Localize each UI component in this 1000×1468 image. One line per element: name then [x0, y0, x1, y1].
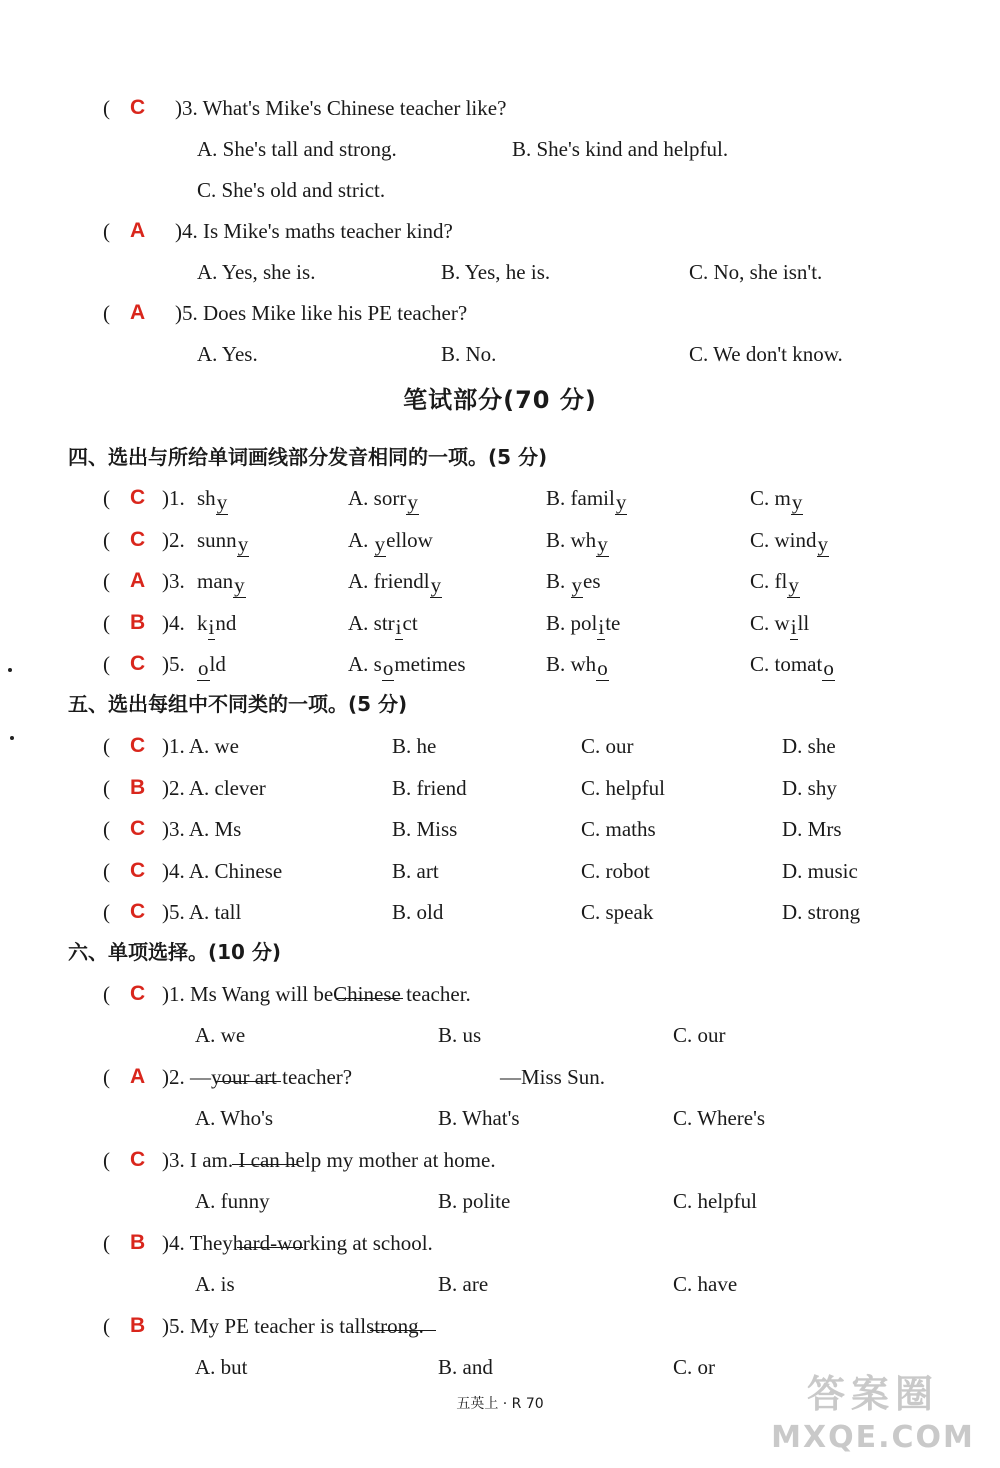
choice-question-row — [0, 1306, 1000, 1346]
option-b: B. art — [392, 858, 439, 883]
choice-options-row — [0, 1015, 1000, 1055]
option-c-pre: C. m — [750, 486, 791, 510]
option-a: A. is — [195, 1272, 235, 1296]
option-b-pre: B. — [546, 569, 571, 593]
classify-row — [0, 809, 1000, 849]
answer-letter: A — [130, 219, 146, 242]
given-word-pre: k — [197, 610, 208, 635]
written-section-title: 笔试部分(70 分) — [403, 386, 597, 414]
option-a — [348, 644, 466, 684]
answer-letter: C — [130, 1148, 146, 1171]
open-paren: ( — [103, 1314, 110, 1338]
answer-letter: A — [130, 301, 146, 324]
option-a: A. funny — [195, 1189, 270, 1213]
option-c: C. No, she isn't. — [689, 260, 823, 284]
open-paren: ( — [103, 486, 110, 510]
option-c: C. or — [673, 1355, 715, 1379]
listening-question-row — [0, 293, 1000, 333]
option-b: B. Miss — [392, 817, 458, 841]
option-a — [348, 520, 433, 560]
given-word-underlined: o — [198, 656, 209, 680]
open-paren: ( — [103, 817, 110, 841]
option-c-underlined: i — [790, 614, 797, 639]
phonics-row — [0, 478, 1000, 518]
section5-heading: 五、选出每组中不同类的一项。(5 分) — [68, 692, 408, 716]
option-c — [750, 561, 800, 601]
given-word — [197, 478, 228, 518]
option-b: B. Yes, he is. — [441, 260, 551, 284]
option-b: B. polite — [438, 1189, 511, 1213]
option-c: C. speak — [581, 900, 654, 924]
option-c: C. Where's — [673, 1106, 766, 1130]
option-d: D. music — [782, 858, 858, 883]
option-a: )3. A. Ms — [162, 817, 242, 841]
listening-options-row — [0, 129, 1000, 169]
stem-after-blank: strong. — [366, 1314, 424, 1338]
open-paren: ( — [103, 96, 110, 120]
phonics-row — [0, 561, 1000, 601]
stem-after-blank: your art teacher? — [211, 1065, 353, 1089]
option-a: )4. A. Chinese — [162, 858, 283, 883]
listening-options-row — [0, 170, 1000, 210]
option-c-underlined: o — [823, 656, 834, 680]
open-paren: ( — [103, 569, 110, 593]
stem-after-blank: . I can help my mother at home. — [227, 1148, 496, 1172]
given-word-post: nd — [215, 610, 237, 635]
option-c: C. helpful — [581, 775, 665, 800]
question-stem — [162, 1306, 424, 1346]
option-c: C. our — [673, 1023, 726, 1047]
open-paren: ( — [103, 900, 110, 924]
option-b: B. are — [438, 1272, 489, 1296]
answer-letter: C — [130, 652, 146, 675]
question-number: )4. — [162, 610, 185, 635]
option-a-pre: A. sorr — [348, 486, 407, 510]
given-word-pre: sh — [197, 486, 216, 510]
option-b-underlined: i — [598, 614, 605, 639]
option-c-underlined: y — [817, 531, 829, 556]
stem-before-blank: )3. I am — [162, 1148, 228, 1172]
listening-question-row — [0, 211, 1000, 251]
option-a-post: metimes — [394, 652, 466, 676]
open-paren: ( — [103, 734, 110, 758]
open-paren: ( — [103, 219, 110, 243]
question-stem — [162, 1223, 433, 1263]
answer-letter: B — [130, 775, 146, 799]
phonics-row — [0, 603, 1000, 643]
watermark-logo — [758, 1368, 988, 1464]
option-b-pre: B. pol — [546, 610, 598, 635]
classify-row — [0, 768, 1000, 808]
page-footer: 五英上 · R 70 — [456, 1396, 544, 1412]
option-a — [348, 561, 442, 601]
given-word-pre: man — [197, 569, 234, 593]
option-a: )1. A. we — [162, 734, 239, 758]
section6-heading: 六、单项选择。(10 分) — [68, 940, 282, 964]
phonics-row — [0, 644, 1000, 684]
option-b — [546, 561, 601, 601]
open-paren: ( — [103, 301, 110, 325]
option-c — [750, 644, 835, 684]
choice-question-row — [0, 1057, 1000, 1097]
question-stem: )3. What's Mike's Chinese teacher like? — [175, 96, 507, 120]
open-paren: ( — [103, 610, 110, 635]
question-number: )5. — [162, 652, 185, 676]
option-c — [750, 520, 829, 560]
given-word-underlined: i — [208, 614, 215, 639]
answer-letter: C — [130, 817, 146, 840]
option-b — [546, 603, 620, 643]
margin-dot — [10, 736, 14, 740]
option-a-pre: A. s — [348, 652, 382, 676]
choice-question-row — [0, 1223, 1000, 1263]
answer-letter: C — [130, 734, 146, 757]
option-a: A. She's tall and strong. — [197, 137, 397, 161]
choice-options-row — [0, 1264, 1000, 1304]
question-stem — [162, 974, 471, 1014]
option-a-underlined: y — [374, 531, 386, 556]
classify-row — [0, 892, 1000, 932]
option-a: A. Who's — [195, 1106, 274, 1130]
option-d: D. Mrs — [782, 817, 842, 841]
option-b — [546, 478, 627, 518]
option-b: B. us — [438, 1023, 482, 1047]
answer-letter: C — [130, 96, 146, 119]
option-b-post: es — [583, 569, 601, 593]
answer-letter: A — [130, 1065, 146, 1088]
option-b-underlined: y — [615, 490, 627, 514]
watermark-en: MXQE.COM — [771, 1420, 975, 1455]
classify-row — [0, 851, 1000, 891]
listening-options-row — [0, 252, 1000, 292]
option-b: B. old — [392, 900, 444, 924]
phonics-row — [0, 520, 1000, 560]
option-c-pre: C. wind — [750, 527, 817, 552]
given-word — [197, 520, 249, 560]
given-word — [197, 561, 246, 601]
given-word — [197, 603, 236, 643]
stem-before-blank: )1. Ms Wang will be — [162, 982, 334, 1006]
question-stem — [162, 1057, 352, 1097]
option-c: C. have — [673, 1272, 738, 1296]
answer-letter: C — [130, 527, 146, 551]
option-b: B. and — [438, 1355, 493, 1379]
question-number: )3. — [162, 569, 185, 593]
option-a-underlined: y — [430, 573, 442, 597]
stem-before-blank: )5. My PE teacher is tall — [162, 1314, 367, 1338]
option-c: C. We don't know. — [689, 342, 843, 366]
choice-options-row — [0, 1181, 1000, 1221]
option-a-underlined: i — [395, 614, 402, 639]
option-a-underlined: y — [407, 490, 418, 514]
option-c: C. helpful — [673, 1189, 757, 1213]
open-paren: ( — [103, 982, 110, 1006]
classify-row — [0, 726, 1000, 766]
margin-dot — [8, 668, 12, 672]
option-d: D. strong — [782, 900, 861, 924]
option-b: B. What's — [438, 1106, 520, 1130]
answer-letter: B — [130, 1231, 146, 1254]
option-c — [750, 478, 803, 518]
stem-after-blank: Chinese teacher. — [333, 982, 471, 1006]
option-a: A. Yes. — [197, 342, 258, 366]
option-b-pre: B. wh — [546, 527, 597, 552]
option-a: A. we — [195, 1023, 246, 1047]
option-b: B. No. — [441, 342, 497, 366]
option-b: B. he — [392, 734, 437, 758]
option-b-underlined: y — [597, 531, 608, 556]
answer-letter: C — [130, 486, 146, 509]
option-c: C. maths — [581, 817, 656, 841]
option-b-pre: B. famil — [546, 486, 615, 510]
stem-after-blank: hard-working at school. — [232, 1231, 433, 1255]
listening-options-row — [0, 334, 1000, 374]
choice-options-row — [0, 1098, 1000, 1138]
option-b — [546, 520, 609, 560]
option-a-pre: A. str — [348, 610, 395, 635]
given-word-underlined: y — [234, 573, 245, 597]
open-paren: ( — [103, 775, 110, 800]
option-b — [546, 644, 609, 684]
answer-letter: A — [130, 569, 146, 592]
option-c-underlined: y — [791, 490, 803, 514]
option-b-post: te — [605, 610, 621, 635]
stem-before-blank: )4. They — [162, 1231, 233, 1255]
watermark-cn: 答案圈 — [806, 1372, 939, 1416]
option-a: )5. A. tall — [162, 900, 242, 924]
answer-letter: B — [130, 1314, 146, 1337]
option-c-post: ll — [797, 610, 810, 635]
option-d: D. shy — [782, 775, 837, 800]
answer-letter: C — [130, 982, 146, 1005]
option-c-underlined: y — [788, 573, 799, 597]
open-paren: ( — [103, 652, 110, 676]
option-c: C. robot — [581, 858, 650, 883]
given-word-post: ld — [209, 652, 226, 676]
answer-letter: C — [130, 858, 146, 882]
given-word-underlined: y — [216, 490, 228, 514]
question-stem — [162, 1140, 496, 1180]
option-a-pre: A. friendl — [348, 569, 430, 593]
given-word — [197, 644, 226, 684]
option-d: D. she — [782, 734, 836, 758]
open-paren: ( — [103, 1231, 110, 1255]
open-paren: ( — [103, 527, 110, 552]
answer-letter: C — [130, 900, 146, 923]
option-a-post: ellow — [386, 527, 433, 552]
stem-before-blank: )2. — — [162, 1065, 211, 1089]
listening-question-row — [0, 88, 1000, 128]
open-paren: ( — [103, 858, 110, 883]
option-b-underlined: y — [571, 573, 583, 597]
option-c-pre: C. tomat — [750, 652, 823, 676]
option-c — [750, 603, 809, 643]
question-stem: )5. Does Mike like his PE teacher? — [175, 301, 468, 325]
option-c-pre: C. fl — [750, 569, 788, 593]
option-a — [348, 603, 418, 643]
choice-question-row — [0, 1140, 1000, 1180]
option-a-pre: A. — [348, 527, 374, 552]
given-word-underlined: y — [237, 531, 249, 556]
open-paren: ( — [103, 1148, 110, 1172]
option-b-pre: B. wh — [546, 652, 597, 676]
question-number: )2. — [162, 527, 185, 552]
option-b: B. friend — [392, 775, 467, 800]
option-a: )2. A. clever — [162, 775, 266, 800]
option-a — [348, 478, 419, 518]
option-b-underlined: o — [597, 656, 608, 680]
option-a-post: ct — [402, 610, 418, 635]
reply-text: —Miss Sun. — [500, 1065, 606, 1089]
question-number: )1. — [162, 486, 185, 510]
option-a: A. Yes, she is. — [197, 260, 316, 284]
option-c-pre: C. w — [750, 610, 790, 635]
option-a-underlined: o — [382, 656, 394, 680]
answer-letter: B — [130, 610, 146, 634]
option-c: C. our — [581, 734, 634, 758]
section4-heading: 四、选出与所给单词画线部分发音相同的一项。(5 分) — [68, 445, 548, 469]
choice-question-row — [0, 974, 1000, 1014]
open-paren: ( — [103, 1065, 110, 1089]
option-b: B. She's kind and helpful. — [512, 137, 729, 161]
question-stem: )4. Is Mike's maths teacher kind? — [175, 219, 453, 243]
option-c: C. She's old and strict. — [197, 178, 386, 202]
option-a: A. but — [195, 1355, 248, 1379]
given-word-pre: sunn — [197, 527, 237, 552]
